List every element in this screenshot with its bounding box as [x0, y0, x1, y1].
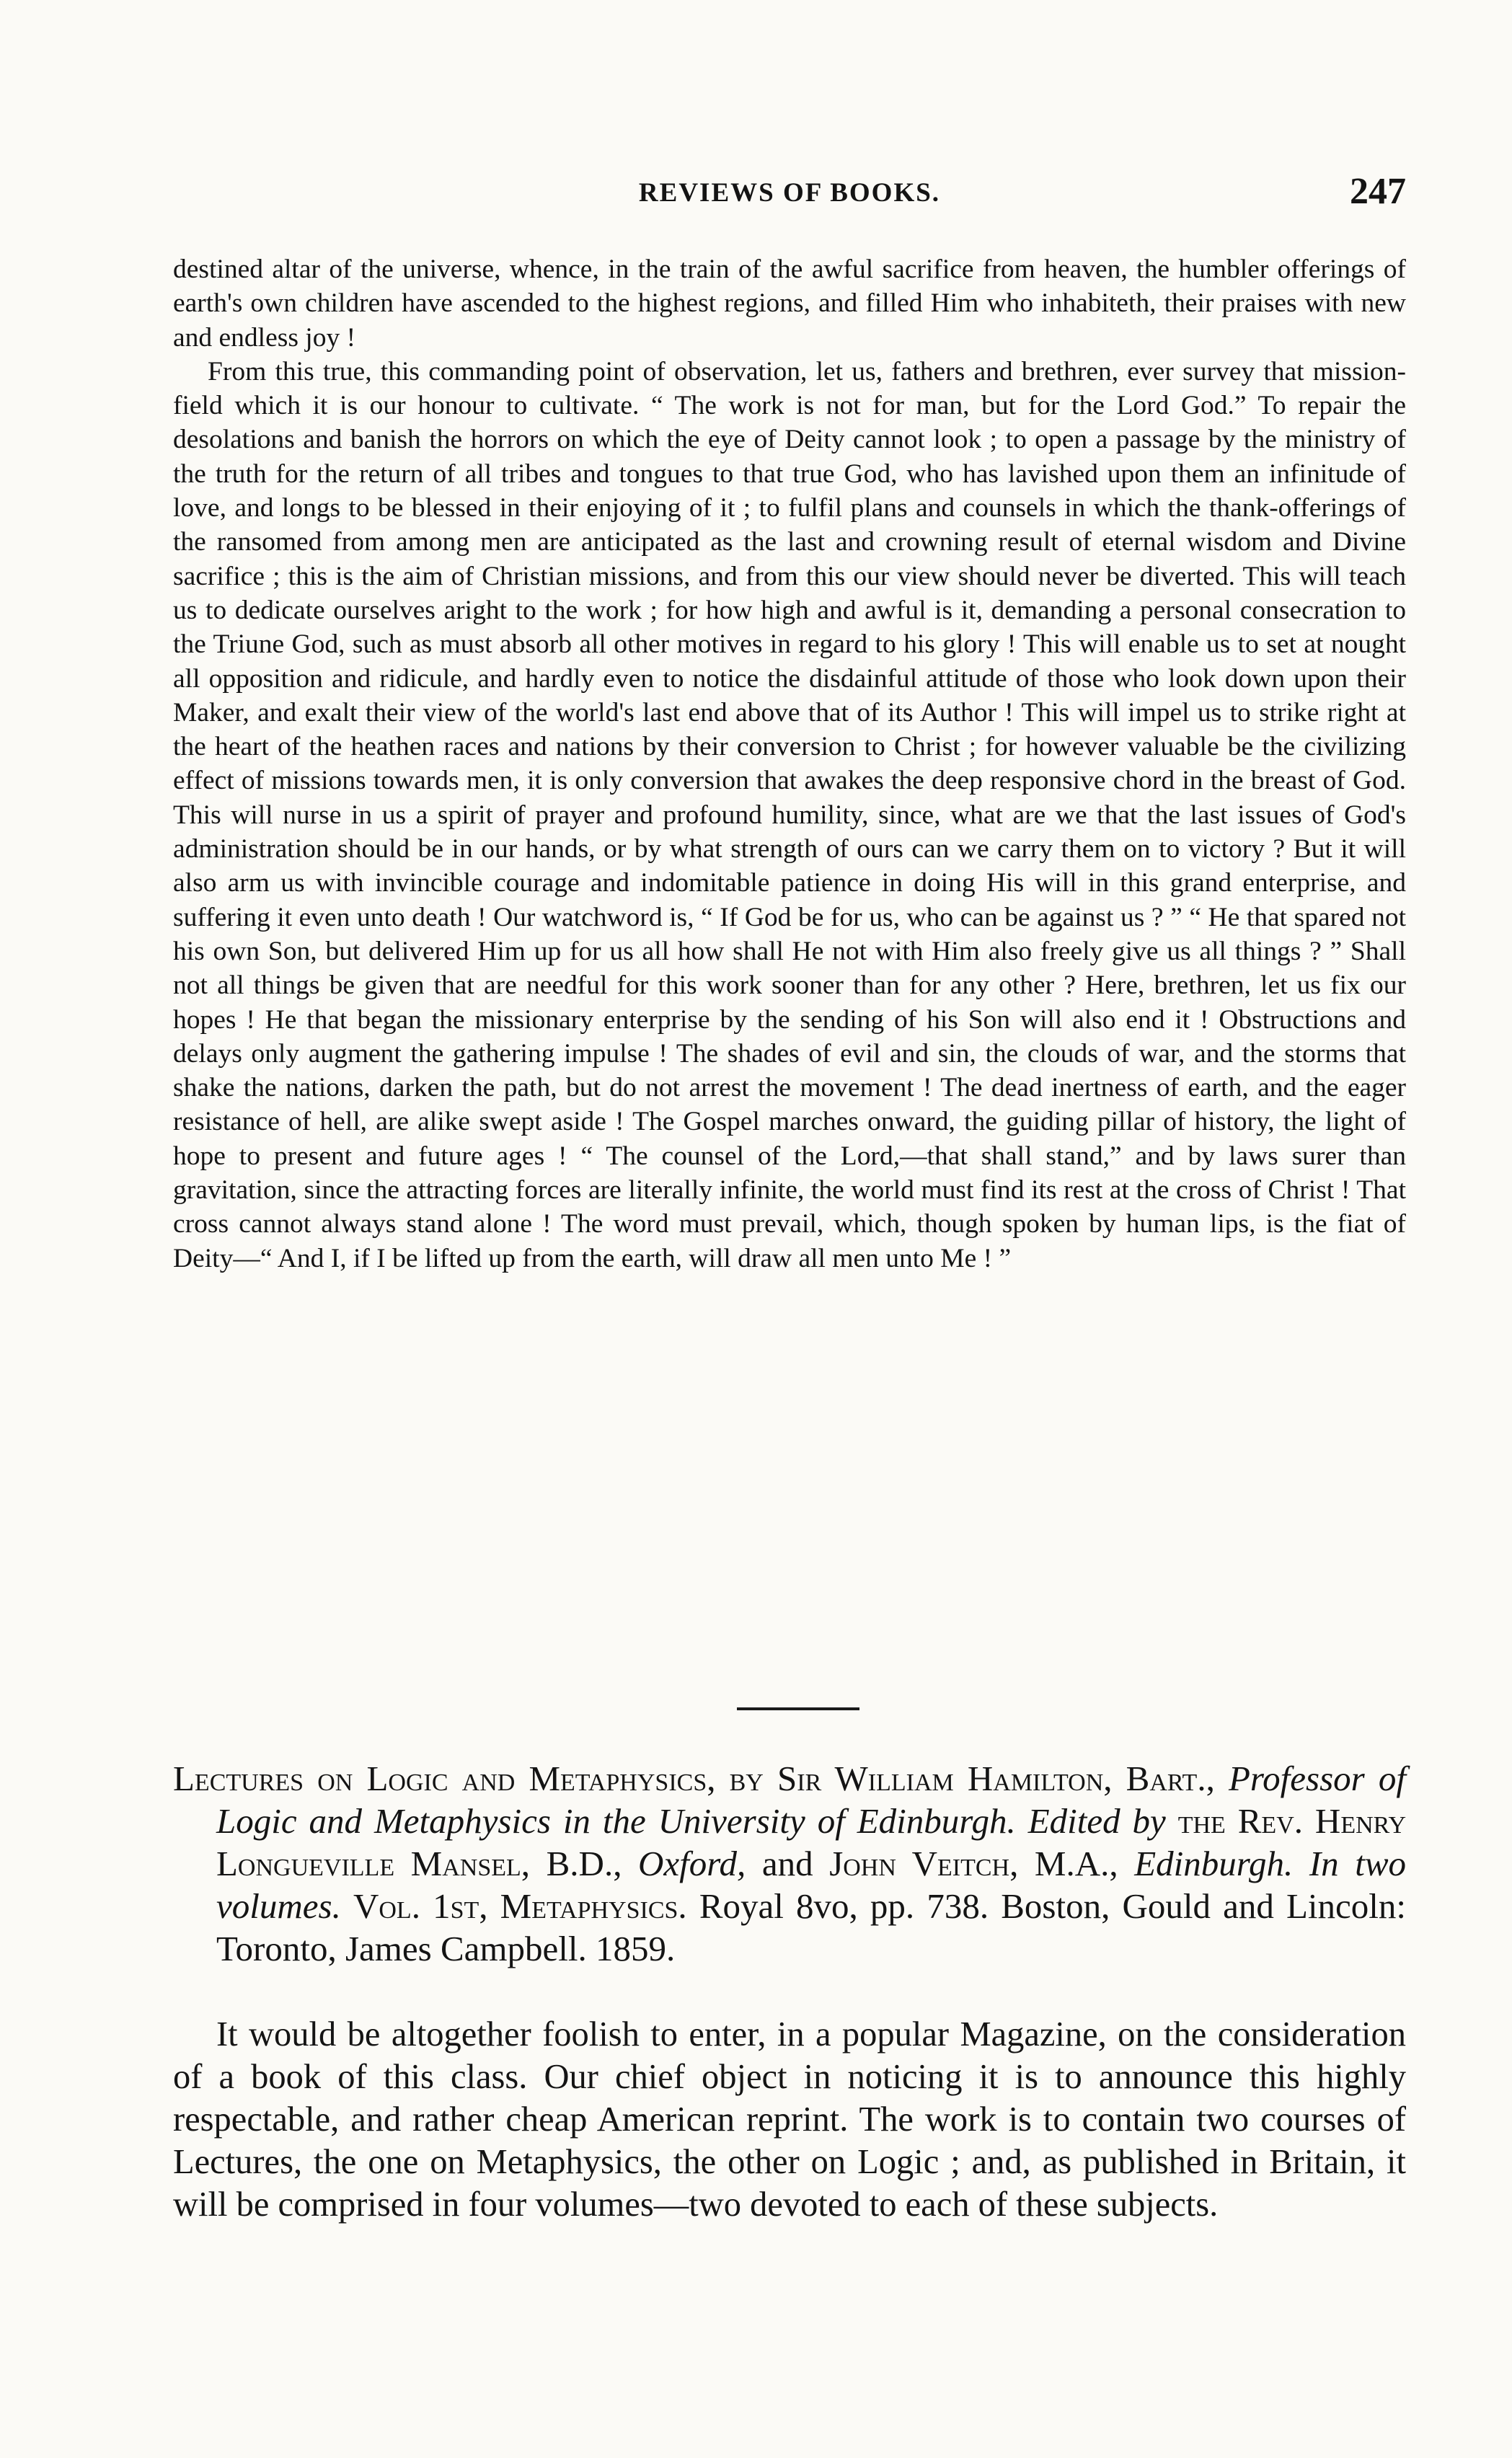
publication-info: Royal 8vo, pp. 738. Boston, Gould and Lincoln: Toronto, James Campbell. 1859.: [216, 1886, 1407, 1968]
editor-two: John Veitch,: [829, 1844, 1019, 1883]
heading-conjunction: and: [761, 1844, 813, 1883]
editor-two-place: Edinburgh. In two volumes.: [216, 1844, 1407, 1926]
review-heading: [173, 1757, 1406, 1970]
author-position: Professor of Logic and Metaphysics in the University of Edinburgh. Edited by: [216, 1759, 1406, 1841]
running-title: REVIEWS OF BOOKS.: [638, 178, 941, 208]
review-paragraph: It would be altogether foolish to enter, in a popular Magazine, on the consideration of a book of this class. Our chief object in noticing it is to announce this highly respectable, and rather cheap American reprint. The work is to contain two courses of Lectures, the one on Metaphysics, the other on Logic ; and, as published in Britain, it will be comprised in four volumes—two devoted to each of these subjects.: [173, 2015, 1406, 2224]
section-divider: [737, 1707, 859, 1710]
editor-one: the Rev. Henry Longueville Mansel,: [216, 1801, 1406, 1883]
running-header: [173, 170, 1406, 213]
paragraph-mission-field: From this true, this commanding point of observation, let us, fathers and brethren, ever survey that mission-field which it is our honour to cultivate. “ The work is not for man, but for the Lord God.” To repair the desolations and banish the horrors on which the eye of Deity cannot look ; to open a passage by the ministry of the truth for the return of all tribes and tongues to that true God, who has lavished upon them an infinitude of love, and longs to be blessed in their enjoying of it ; to fulfil plans and counsels in which the thank-offerings of the ransomed from among men are anticipated as the last and crowning result of eternal wisdom and Divine sacrifice ; this is the aim of Christian missions, and from this our view should never be diverted. This will teach us to dedicate ourselves aright to the work ; for how high and awful is it, demanding a personal consecration to the Triune God, such as must absorb all other motives in regard to his glory ! This will enable us to set at nought all opposition and ridicule, and hardly even to notice the disdainful attitude of those who look down upon their Maker, and exalt their view of the world's last end above that of its Author ! This will impel us to strike right at the heart of the heathen races and nations by their conversion to Christ ; for however valuable be the civilizing effect of missions towards men, it is only conversion that awakes the deep responsive chord in the breast of God. This will nurse in us a spirit of prayer and profound humility, since, what are we that the last issues of God's administration should be in our hands, or by what strength of ours can we carry them on to victory ? But it will also arm us with invincible courage and indomitable patience in doing His will in this grand enterprise, and suffering it even unto death ! Our watchword is, “ If God be for us, who can be against us ? ” “ He that spared not his own Son, but delivered Him up for us all how shall He not with Him also freely give us all things ? ” Shall not all things be given that are needful for this work sooner than for any other ? Here, brethren, let us fix our hopes ! He that began the missionary enterprise by the sending of his Son will also end it ! Obstructions and delays only augment the gathering impulse ! The shades of evil and sin, the clouds of war, and the storms that shake the nations, darken the path, but do not arrest the movement ! The dead inertness of earth, and the eager resistance of hell, are alike swept aside ! The Gospel marches onward, the guiding pillar of history, the light of hope to present and future ages ! “ The counsel of the Lord,—that shall stand,” and by laws surer than gravitation, since the attracting forces are literally infinite, the world must find its rest at the cross of Christ ! That cross cannot always stand alone ! The word must prevail, which, though spoken by human lips, is the fiat of Deity—“ And I, if I be lifted up from the earth, will draw all men unto Me ! ”: [173, 356, 1406, 1273]
review-title: Lectures on Logic and Metaphysics, by Sir William Hamilton, Bart.,: [173, 1759, 1215, 1798]
editor-one-place: Oxford,: [638, 1844, 746, 1883]
paragraph-continued: destined altar of the universe, whence, in the train of the awful sacrifice from heaven, the humbler offerings of earth's own children have ascended to the highest regions, and filled Him who inhabiteth, their praises with new and endless joy !: [173, 255, 1406, 353]
editor-one-degree: B.D.,: [546, 1844, 622, 1883]
page-number: 247: [1350, 171, 1406, 212]
sermon-text: [173, 252, 1406, 1276]
volume-info: Vol. 1st, Metaphysics.: [353, 1886, 687, 1926]
editor-two-degree: M.A.,: [1034, 1844, 1118, 1883]
